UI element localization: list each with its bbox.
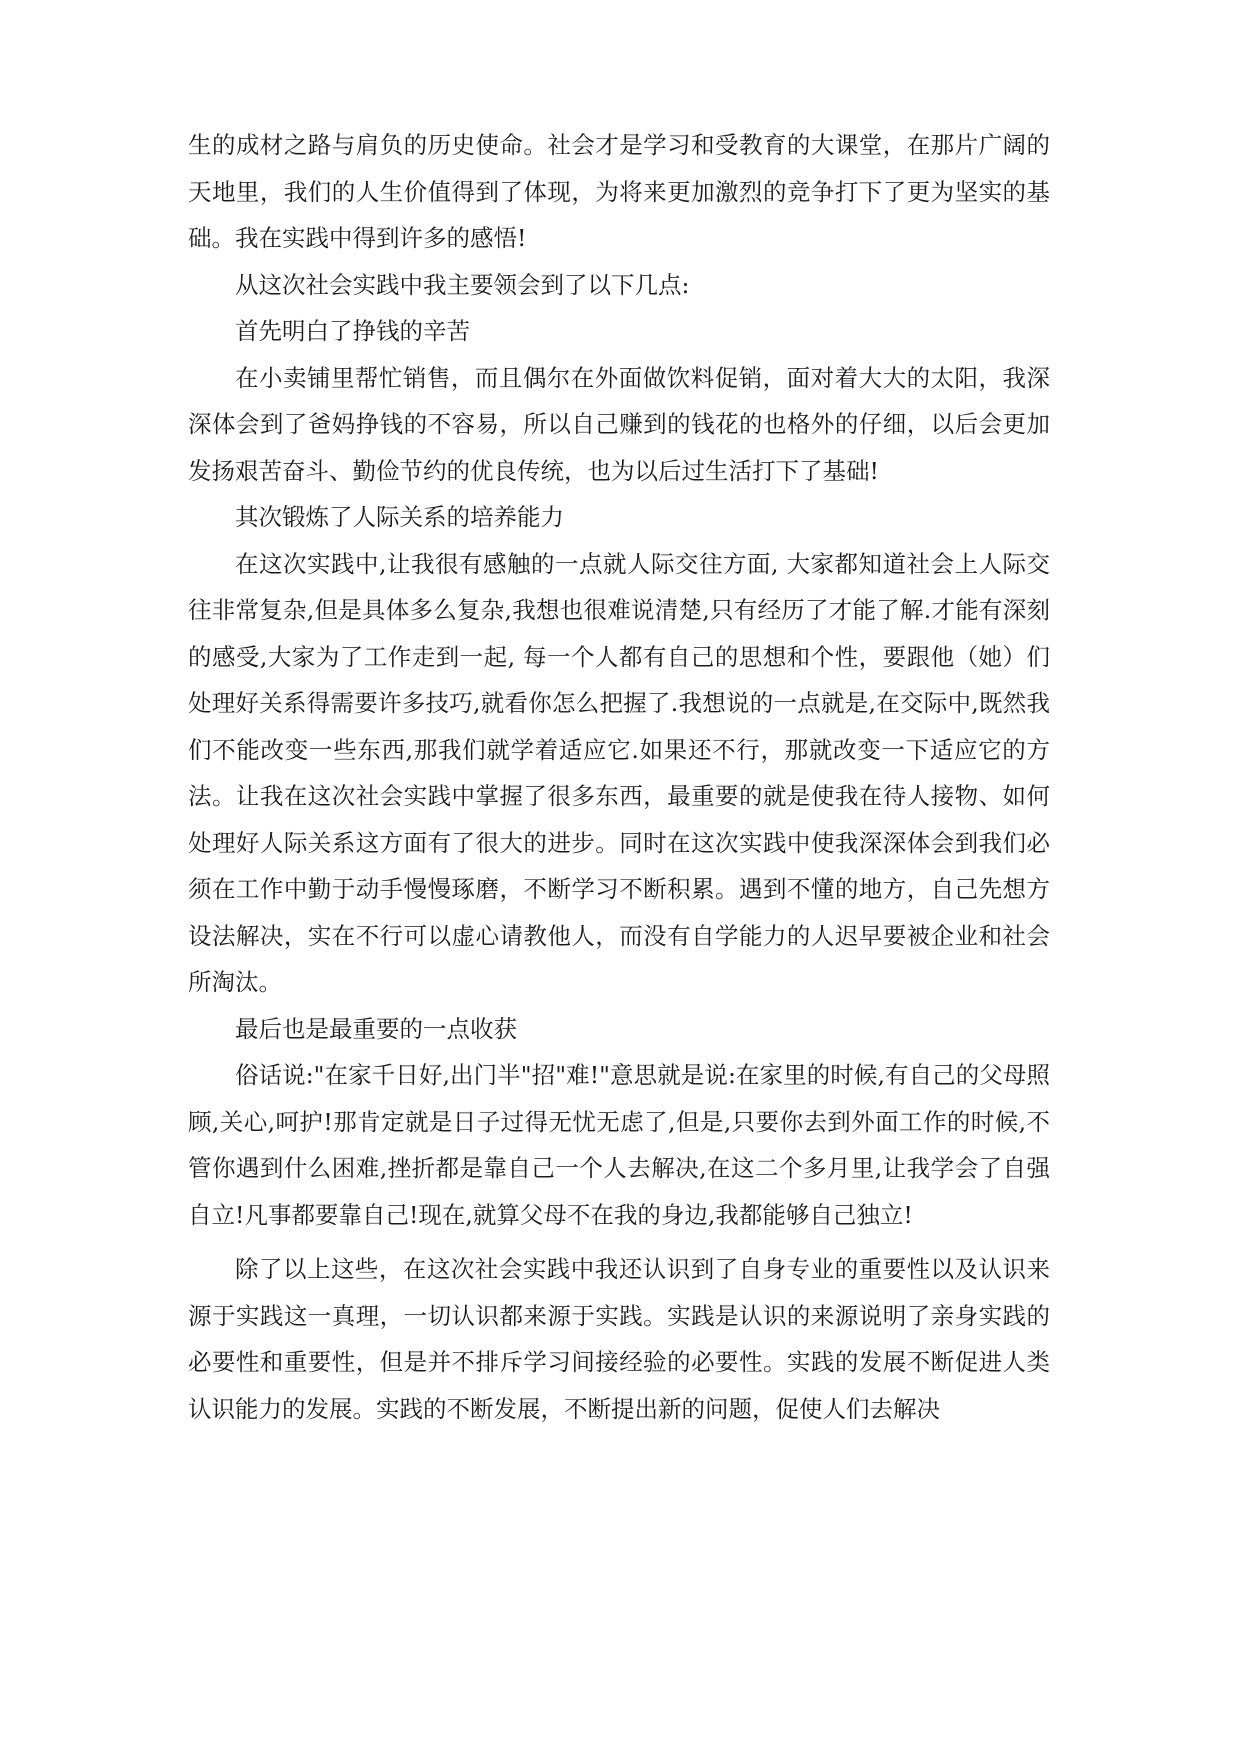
paragraph-conclusion: 除了以上这些，在这次社会实践中我还认识到了自身专业的重要性以及认识来源于实践这一真理，一切认识都来源于实践。实践是认识的来源说明了亲身实践的必要性和重要性，但是并不排斥学习间接经验的必要性。实践的发展不断促进人类认识能力的发展。实践的不断发展，不断提出新的问题，促使人们去解决 — [188, 1255, 1050, 1423]
heading-third-point: 最后也是最重要的一点收获 — [235, 1014, 517, 1043]
paragraph-second-point: 在这次实践中,让我很有感触的一点就人际交往方面, 大家都知道社会上人际交往非常复杂,但是具体多么复杂,我想也很难说清楚,只有经历了才能了解.才能有深刻的感受,大家为了工作走到一起, 每一个人都有自己的思想和个性，要跟他（她）们处理好关系得需要许多技巧,就看你怎么把握了.我想说的一点就是,在交际中,既然我们不能改变一些东西,那我们就学着适应它.如果还不行，那就改变一下适应它的方法。让我在这次社会实践中掌握了很多东西，最重要的就是使我在待人接物、如何处理好人际关系这方面有了很大的进步。同时在这次实践中使我深深体会到我们必须在工作中勤于动手慢慢琢磨，不断学习不断积累。遇到不懂的地方，自己先想方设法解决，实在不行可以虚心请教他人，而没有自学能力的人迟早要被企业和社会所淘汰。 — [188, 549, 1050, 996]
paragraph-continuation: 生的成材之路与肩负的历史使命。社会才是学习和受教育的大课堂，在那片广阔的天地里，我们的人生价值得到了体现，为将来更加激烈的竞争打下了更为坚实的基础。我在实践中得到许多的感悟! — [188, 131, 1050, 252]
heading-second-point: 其次锻炼了人际关系的培养能力 — [235, 503, 564, 531]
document-body — [188, 122, 1050, 1432]
paragraph-intro-points: 从这次社会实践中我主要领会到了以下几点: — [235, 270, 690, 299]
heading-first-point: 首先明白了挣钱的辛苦 — [235, 317, 470, 345]
paragraph-first-point: 在小卖铺里帮忙销售，而且偶尔在外面做饮料促销，面对着大大的太阳，我深深体会到了爸妈挣钱的不容易，所以自己赚到的钱花的也格外的仔细，以后会更加发扬艰苦奋斗、勤俭节约的优良传统，也为以后过生活打下了基础! — [188, 363, 1050, 485]
paragraph-third-point: 俗话说:"在家千日好,出门半"招"难!"意思就是说:在家里的时候,有自己的父母照顾,关心,呵护!那肯定就是日子过得无忧无虑了,但是,只要你去到外面工作的时候,不管你遇到什么困难,挫折都是靠自己一个人去解决,在这二个多月里,让我学会了自强自立!凡事都要靠自己!现在,就算父母不在我的身边,我都能够自己独立! — [188, 1061, 1050, 1229]
